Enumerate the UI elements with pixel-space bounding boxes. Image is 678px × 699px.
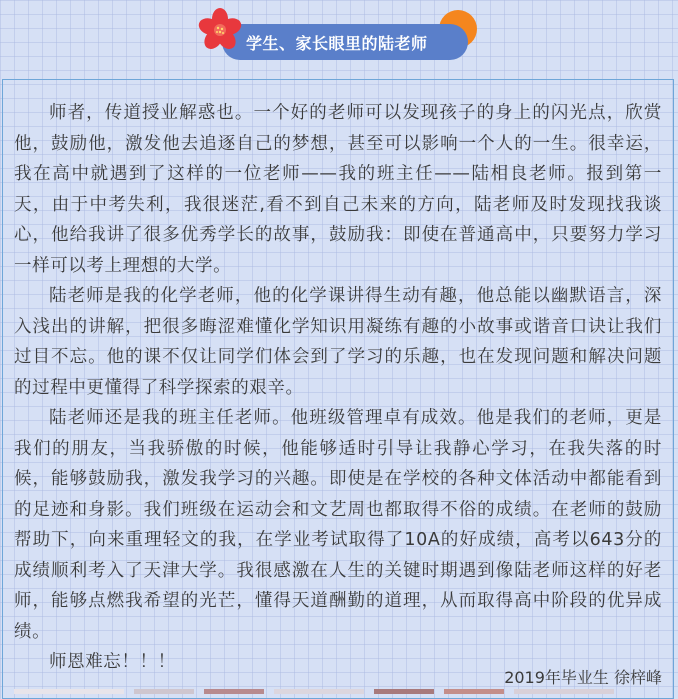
photo-thumbnail [134, 689, 194, 694]
section-header [0, 0, 678, 80]
article-paragraph: 陆老师还是我的班主任老师。他班级管理卓有成效。他是我们的老师，更是我们的朋友，当我骄傲的时候，他能够适时引导让我静心学习，在我失落的时候，能够鼓励我，激发我学习的兴趣。即使是在学校的各种文体活动中都能看到的足迹和身影。我们班级在运动会和文艺周也都取得不俗的成绩。在老师的鼓励帮助下，向来重理轻文的我，在学业考试取得了10A的好成绩，高考以643分的成绩顺利考入了天津大学。我很感激在人生的关键时期遇到像陆老师这样的好老师，能够点燃我希望的光芒，懂得天道酬勤的道理，从而取得高中阶段的优异成绩。 [14, 408, 662, 642]
red-flower-icon [196, 6, 244, 54]
photo-thumbnail [444, 689, 504, 694]
article-paragraph: 陆老师是我的化学老师，他的化学课讲得生动有趣，他总能以幽默语言，深入浅出的讲解，把很多晦涩难懂化学知识用凝练有趣的小故事或谐音口诀让我们过目不忘。他的课不仅让同学们体会到了学习的乐趣，也在发现问题和解决问题的过程中更懂得了科学探索的艰辛。 [14, 286, 662, 398]
author-signature: 2019年毕业生 徐梓峰 [504, 668, 662, 687]
article-body [14, 98, 662, 678]
photo-thumbnail [204, 689, 264, 694]
photo-thumbnail [514, 689, 614, 694]
article-paragraph: 师者，传道授业解惑也。一个好的老师可以发现孩子的身上的闪光点，欣赏他，鼓励他，激发他去追逐自己的梦想，甚至可以影响一个人的一生。很幸运，我在高中就遇到了这样的一位老师——我的班主任——陆相良老师。报到第一天，由于中考失利，我很迷茫,看不到自己未来的方向，陆老师及时发现找我谈心，他给我讲了很多优秀学长的故事，鼓励我：即使在普通高中，只要努力学习一样可以考上理想的大学。 [14, 103, 662, 276]
photo-thumbnail [374, 689, 434, 694]
section-title: 学生、家长眼里的陆老师 [222, 24, 468, 60]
article-closing: 师恩难忘！！！ [49, 652, 176, 672]
photo-strip [14, 689, 664, 694]
photo-thumbnail [274, 689, 364, 694]
photo-thumbnail [14, 689, 124, 694]
